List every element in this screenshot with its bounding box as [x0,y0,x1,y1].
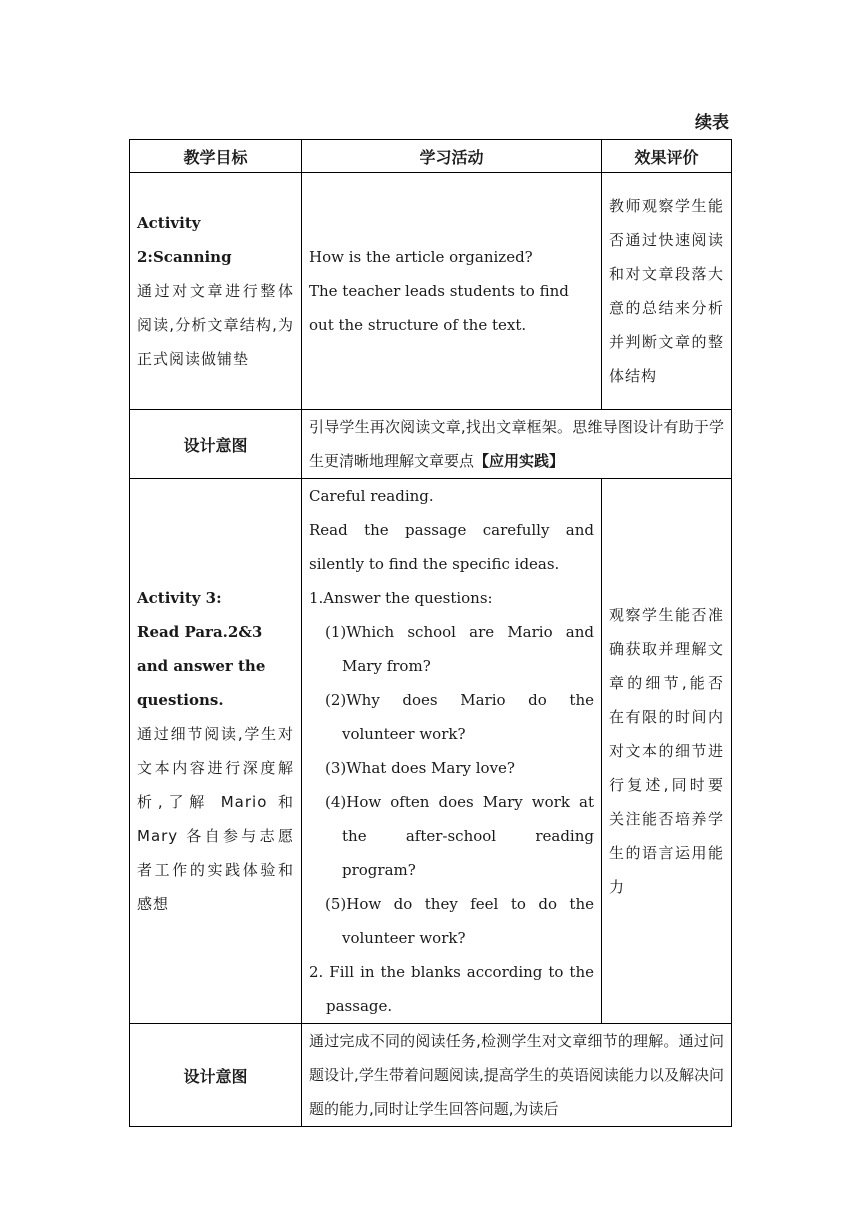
design-intent-label-1: 设计意图 [130,410,302,479]
question-item: (1)Which school are Mario and Mary from? [325,623,594,675]
design-intent-text-2: 通过完成不同的阅读任务,检测学生对文章细节的理解。通过问题设计,学生带着问题阅读,提高学生的英语阅读能力以及解决问题的能力,同时让学生回答问题,为读后 [309,1032,724,1118]
activity3-evaluation: 观察学生能否准确获取并理解文章的细节,能否在有限的时间内对文本的细节进行复述,同时要关注能否培养学生的语言运用能力 [609,606,724,896]
activity2-activity-cell [302,173,602,410]
activity3-evaluation-cell [602,479,732,1024]
activity3-row [130,479,732,1024]
question-item: (5)How do they feel to do the volunteer work? [325,895,594,947]
design-intent-text-cell-2 [302,1024,732,1127]
header-learning-activity: 学习活动 [302,140,602,173]
careful-reading-label: Careful reading. [309,487,434,505]
lesson-plan-table [129,139,732,1127]
activity2-row [130,173,732,410]
header-effect-evaluation: 效果评价 [602,140,732,173]
question-item: (2)Why does Mario do the volunteer work? [325,691,594,743]
activity2-evaluation-cell [602,173,732,410]
design-intent-text-1: 引导学生再次阅读文章,找出文章框架。思维导图设计有助于学生更清晰地理解文章要点 [309,418,724,470]
activity2-instruction: The teacher leads students to find out the structure of the text. [309,282,569,334]
activity2-title: Activity 2:Scanning [137,214,232,266]
question-item: (4)How often does Mary work at the after-school reading program? [325,793,594,879]
activity3-goal-cell [130,479,302,1024]
design-intent-label-2: 设计意图 [130,1024,302,1127]
design-intent-text-cell-1 [302,410,732,479]
header-teaching-goal: 教学目标 [130,140,302,173]
answer-questions-heading: 1.Answer the questions: [309,589,493,607]
activity3-subtitle: Read Para.2&3 and answer the questions. [137,623,266,709]
activity2-goal-text: 通过对文章进行整体阅读,分析文章结构,为正式阅读做铺垫 [137,282,294,368]
activity2-question: How is the article organized? [309,248,533,266]
activity2-goal-cell [130,173,302,410]
design-intent-row-1 [130,410,732,479]
continuation-label: 续表 [695,113,729,133]
question-item: (3)What does Mary love? [325,759,515,777]
table-header-row [130,140,732,173]
fill-blanks-task: 2. Fill in the blanks according to the passage. [309,963,594,1015]
careful-reading-instruction: Read the passage carefully and silently to find the specific ideas. [309,521,594,573]
activity3-activity-cell [302,479,602,1024]
design-intent-row-2 [130,1024,732,1127]
practice-tag: 【应用实践】 [474,452,565,470]
activity3-title: Activity 3: [137,589,222,607]
activity3-goal-text: 通过细节阅读,学生对文本内容进行深度解析,了解 Mario 和 Mary 各自参与志愿者工作的实践体验和感想 [137,725,294,913]
activity2-evaluation: 教师观察学生能否通过快速阅读和对文章段落大意的总结来分析并判断文章的整体结构 [609,197,724,385]
